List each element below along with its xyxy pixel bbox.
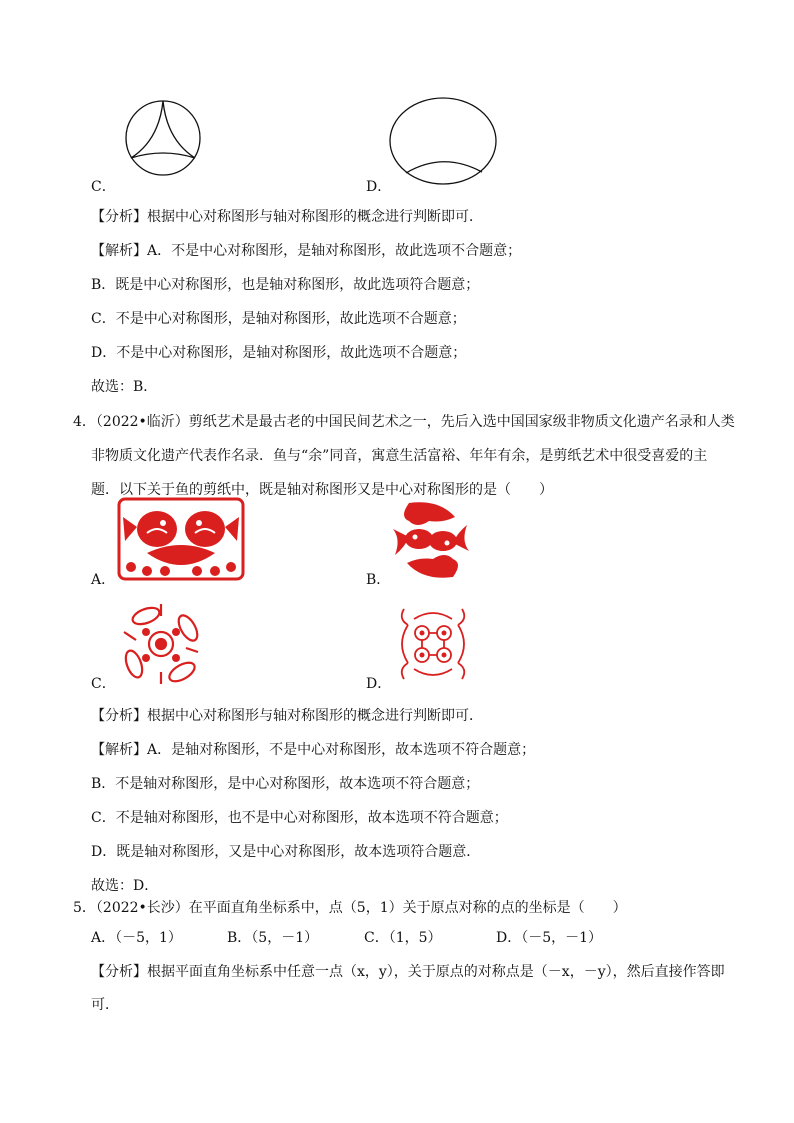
q4-solution-a: 【解析】A．是轴对称图形，不是中心对称图形，故本选项不符合题意； <box>91 742 536 758</box>
q5-option-a: A．（－5，1） <box>91 930 182 946</box>
q4-stem-line-3: 题．以下关于鱼的剪纸中，既是轴对称图形又是中心对称图形的是（ ） <box>91 482 553 498</box>
q4-option-a-label: A． <box>91 572 116 588</box>
q5-analysis-line-2: 可． <box>91 997 119 1013</box>
figure-c-circle-triangle <box>112 98 214 178</box>
q4-solution-c: C．不是轴对称图形，也不是中心对称图形，故本选项不符合题意； <box>91 810 508 826</box>
option-c-label: C． <box>91 179 116 195</box>
q3-solution-b: B．既是中心对称图形，也是轴对称图形，故此选项符合题意； <box>91 277 480 293</box>
q5-stem: 5．（2022•长沙）在平面直角坐标系中，点（5，1）关于原点对称的点的坐标是（ ） <box>73 900 627 916</box>
q4-option-b-label: B． <box>366 572 391 588</box>
q5-option-c: C．（1，5） <box>364 930 442 946</box>
q4-analysis: 【分析】根据中心对称图形与轴对称图形的概念进行判断即可． <box>91 708 483 724</box>
q4-stem-line-1: 4．（2022•临沂）剪纸艺术是最古老的中国民间艺术之一，先后入选中国国家级非物质文化遗产名录和人类 <box>73 414 735 430</box>
paper-cut-a-image <box>117 497 245 581</box>
q3-analysis: 【分析】根据中心对称图形与轴对称图形的概念进行判断即可． <box>91 209 483 225</box>
q5-option-d: D．（－5，－1） <box>496 930 603 946</box>
q3-solution-c: C．不是中心对称图形，是轴对称图形，故此选项不合题意； <box>91 311 466 327</box>
paper-cut-d-image <box>394 605 472 683</box>
q4-answer: 故选：D． <box>91 878 159 894</box>
q5-option-b: B．（5，－1） <box>227 930 319 946</box>
q4-option-c-label: C． <box>91 676 116 692</box>
paper-cut-b-image <box>389 499 473 581</box>
q4-stem-line-2: 非物质文化遗产代表作名录．鱼与“余”同音，寓意生活富裕、年年有余，是剪纸艺术中很受喜爱的主 <box>91 448 708 464</box>
q3-solution-a: 【解析】A．不是中心对称图形，是轴对称图形，故此选项不合题意； <box>91 243 522 259</box>
q4-solution-b: B．不是轴对称图形，是中心对称图形，故本选项不符合题意； <box>91 776 480 792</box>
q4-solution-d: D．既是轴对称图形，又是中心对称图形，故本选项符合题意． <box>91 844 481 860</box>
q3-answer: 故选：B． <box>91 379 158 395</box>
q5-analysis-line-1: 【分析】根据平面直角坐标系中任意一点（x，y），关于原点的对称点是（－x，－y），然后直接作答即 <box>91 964 725 980</box>
figure-d-oval-arc <box>388 96 498 186</box>
q4-option-d-label: D． <box>366 676 392 692</box>
paper-cut-c-image <box>116 602 206 686</box>
q3-solution-d: D．不是中心对称图形，是轴对称图形，故此选项不合题意； <box>91 345 467 361</box>
option-d-label: D． <box>366 179 392 195</box>
